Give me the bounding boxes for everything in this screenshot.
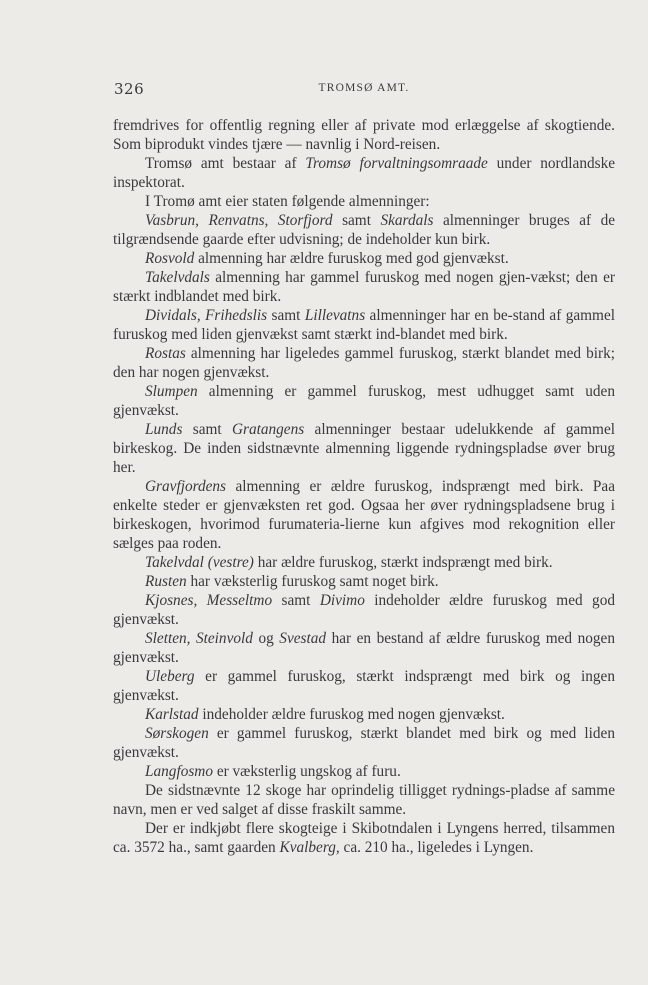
italic-name: Karlstad: [145, 706, 199, 723]
italic-name: Uleberg: [145, 668, 195, 685]
paragraph: [113, 705, 615, 724]
italic-name: Gratangens: [231, 421, 305, 438]
italic-name: Rostas: [145, 345, 186, 362]
text-run: almenning er ældre furuskog, indsprængt med birk. Paa enkelte steder er gjenvæksten ret god. Ogsaa her øver rydningspladsene brug i birkeskogen, hvorimod furumateria-lierne kun afgives mod rekognition eller sælges paa roden.: [113, 478, 615, 552]
paragraph: [113, 629, 615, 667]
paragraph: [113, 268, 615, 306]
paragraph: [113, 553, 615, 572]
text-run: almenning har ligeledes gammel furuskog, stærkt blandet med birk; den har nogen gjenvækst.: [113, 345, 615, 381]
text-run: under nordlandske inspektorat.: [113, 155, 616, 191]
text-run: almenninger har en be-stand af gammel furuskog med liden gjenvækst samt stærkt ind-blandet med birk.: [113, 307, 615, 343]
paragraph: [113, 382, 615, 420]
paragraph: [113, 306, 615, 344]
italic-name: Slumpen: [145, 383, 198, 400]
text-run: I Tromø amt eier staten følgende almenninger:: [145, 193, 430, 210]
italic-name: Lillevatns: [304, 307, 366, 324]
italic-name: Takelvdals: [145, 269, 210, 286]
italic-name: Dividals, Frihedslis: [145, 307, 268, 324]
page-header: [114, 80, 614, 100]
text-run: indeholder ældre furuskog med nogen gjenvækst.: [198, 706, 505, 723]
text-run: indeholder ældre furuskog med god gjenvækst.: [113, 592, 615, 628]
paragraph: [113, 192, 615, 211]
italic-name: Rosvold: [145, 250, 195, 267]
italic-name: Svestad: [279, 630, 327, 647]
text-run: Tromsø amt bestaar af: [145, 155, 306, 172]
italic-name: Tromsø forvaltningsomraade: [305, 155, 488, 172]
paragraph: [113, 762, 615, 781]
text-run: samt: [182, 421, 232, 438]
paragraph: [113, 344, 615, 382]
text-run: fremdrives for offentlig regning eller af private mod erlæggelse af skogtiende. Som biprodukt vindes tjære — navnlig i Nord-reisen.: [113, 117, 615, 153]
italic-name: Divimo: [319, 592, 365, 609]
italic-name: Vasbrun, Renvatns, Storfjord: [145, 212, 333, 229]
text-run: almenning har gammel furuskog med nogen gjen-vækst; den er stærkt indblandet med birk.: [113, 269, 615, 305]
paragraph: [113, 667, 615, 705]
running-head: TROMSØ AMT.: [318, 82, 410, 94]
paragraph: [113, 116, 615, 154]
page-number: 326: [114, 80, 145, 98]
italic-name: Sletten, Steinvold: [145, 630, 253, 647]
italic-name: Gravfjordens: [145, 478, 227, 495]
paragraph: [113, 591, 615, 629]
paragraph: [113, 477, 615, 553]
italic-name: Kjosnes, Messeltmo: [145, 592, 273, 609]
text-run: er gammel furuskog, stærkt blandet med birk og med liden gjenvækst.: [113, 725, 615, 761]
paragraph: [113, 572, 615, 591]
body-text: [113, 116, 615, 857]
italic-name: Takelvdal (vestre): [145, 554, 254, 571]
italic-name: Sørskogen: [145, 725, 209, 742]
text-run: er væksterlig ungskog af furu.: [213, 763, 401, 780]
text-run: er gammel furuskog, stærkt indsprængt med birk og ingen gjenvækst.: [113, 668, 615, 704]
text-run: samt: [267, 307, 305, 324]
text-run: har væksterlig furuskog samt noget birk.: [186, 573, 439, 590]
text-run: almenning har ældre furuskog med god gjenvækst.: [194, 250, 509, 267]
text-run: har ældre furuskog, stærkt indsprængt med birk.: [253, 554, 553, 571]
paragraph: [113, 154, 615, 192]
text-run: almenninger bruges af de tilgrændsende gaarde efter udvisning; de indeholder kun birk.: [113, 212, 616, 248]
italic-name: Lunds: [145, 421, 183, 438]
text-run: samt: [332, 212, 381, 229]
text-run: almenning er gammel furuskog, mest udhugget samt uden gjenvækst.: [113, 383, 615, 419]
italic-name: Langfosmo: [145, 763, 213, 780]
italic-name: Rusten: [145, 573, 187, 590]
italic-name: Skardals: [380, 212, 434, 229]
italic-name: Kvalberg,: [279, 839, 340, 856]
text-run: samt: [272, 592, 320, 609]
paragraph: [113, 819, 615, 857]
text-run: og: [252, 630, 280, 647]
text-run: almenninger bestaar udelukkende af gammel birkeskog. De inden sidstnævnte almenning liggende rydningspladse øver brug her.: [113, 421, 615, 476]
paragraph: [113, 420, 615, 477]
text-run: har en bestand af ældre furuskog med nogen gjenvækst.: [113, 630, 615, 666]
text-run: De sidstnævnte 12 skoge har oprindelig tilligget rydnings-pladse af samme navn, men er ved salget af disse fraskilt samme.: [113, 782, 615, 818]
paragraph: [113, 724, 615, 762]
text-run: Der er indkjøbt flere skogteige i Skibotndalen i Lyngens herred, tilsammen ca. 3572 ha., samt gaarden: [113, 820, 615, 856]
paragraph: [113, 781, 615, 819]
paragraph: [113, 249, 615, 268]
text-run: ca. 210 ha., ligeledes i Lyngen.: [339, 839, 534, 856]
paragraph: [113, 211, 615, 249]
